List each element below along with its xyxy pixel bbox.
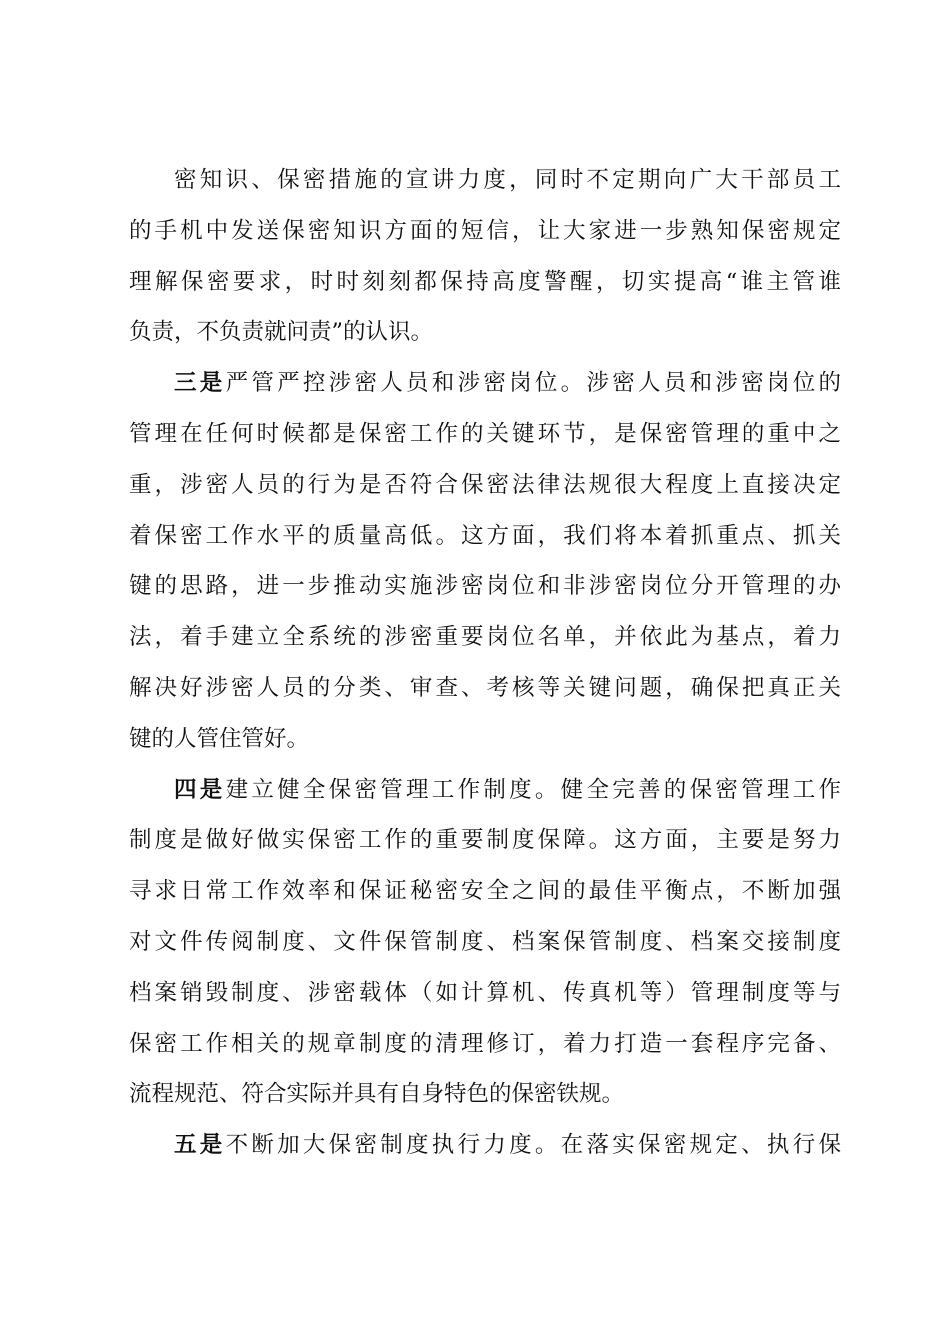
paragraph-line: 解决好涉密人员的分类、审查、考核等关键问题，确保把真正关 <box>129 674 841 701</box>
paragraph-3 <box>129 765 841 1121</box>
paragraph-line: 的手机中发送保密知识方面的短信，让大家进一步熟知保密规定 <box>129 217 841 244</box>
paragraph-line: 重，涉密人员的行为是否符合保密法律法规很大程度上直接决定 <box>129 471 841 498</box>
paragraph-lead: 四是 <box>174 776 226 803</box>
document-body <box>129 155 841 1171</box>
paragraph-first-line <box>129 1120 841 1171</box>
paragraph-line: 档案销毁制度、涉密载体（如计算机、传真机等）管理制度等与 <box>129 979 841 1006</box>
paragraph-first-line <box>129 358 841 409</box>
paragraph-line: 制度是做好做实保密工作的重要制度保障。这方面，主要是努力 <box>129 827 841 854</box>
paragraph-line: 负责，不负责就问责”的认识。 <box>129 319 434 346</box>
paragraph-line: 管理在任何时候都是保密工作的关键环节，是保密管理的重中之 <box>129 420 841 447</box>
paragraph-line: 着保密工作水平的质量高低。这方面，我们将本着抓重点、抓关 <box>129 522 841 549</box>
paragraph-line: 寻求日常工作效率和保证秘密安全之间的最佳平衡点，不断加强 <box>129 878 841 905</box>
paragraph-line: 键的人管住管好。 <box>129 725 310 752</box>
paragraph-line: 密知识、保密措施的宣讲力度，同时不定期向广大干部员工 <box>174 167 841 193</box>
paragraph-line: 流程规范、符合实际并具有自身特色的保密铁规。 <box>129 1081 625 1108</box>
paragraph-lead: 五是 <box>174 1132 226 1159</box>
paragraph-lead: 三是 <box>174 370 226 397</box>
paragraph-line: 法，着手建立全系统的涉密重要岗位名单，并依此为基点，着力 <box>129 624 841 651</box>
paragraph-line: 对文件传阅制度、文件保管制度、档案保管制度、档案交接制度 <box>129 928 841 955</box>
paragraph-line: 保密工作相关的规章制度的清理修订，着力打造一套程序完备、 <box>129 1030 841 1057</box>
paragraph-line: 键的思路，进一步推动实施涉密岗位和非涉密岗位分开管理的办 <box>129 573 841 600</box>
paragraph-1 <box>129 155 841 358</box>
paragraph-line-text: 严管严控涉密人员和涉密岗位。涉密人员和涉密岗位的 <box>225 370 841 397</box>
paragraph-4 <box>129 1120 841 1171</box>
paragraph-line: 理解保密要求，时时刻刻都保持高度警醒，切实提高“谁主管谁 <box>129 268 841 295</box>
paragraph-2 <box>129 358 841 764</box>
paragraph-first-line <box>129 765 841 816</box>
paragraph-line-text: 建立健全保密管理工作制度。健全完善的保密管理工作 <box>225 776 841 803</box>
paragraph-line-text: 不断加大保密制度执行力度。在落实保密规定、执行保 <box>225 1132 841 1159</box>
